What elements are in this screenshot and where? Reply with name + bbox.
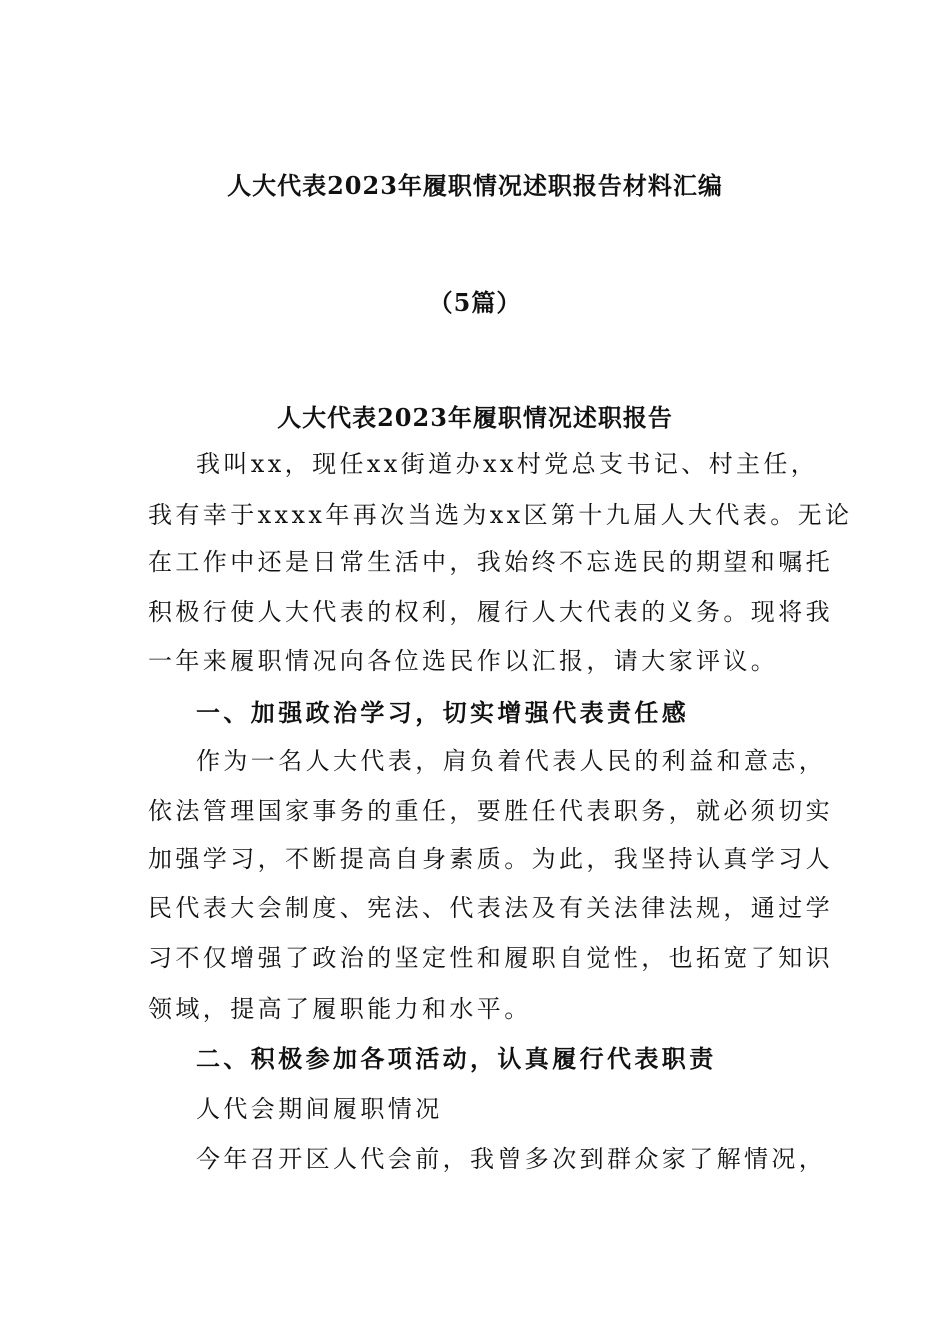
section-heading: 一、加强政治学习，切实增强代表责任感 <box>196 698 690 727</box>
paragraph-line: 我叫xx，现任xx街道办xx村党总支书记、村主任， <box>196 450 819 478</box>
paragraph-line: 加强学习，不断提高自身素质。为此，我坚持认真学习人 <box>148 845 833 873</box>
section-heading: 二、积极参加各项活动，认真履行代表职责 <box>196 1044 717 1073</box>
paragraph-line: 我有幸于xxxx年再次当选为xx区第十九届人大代表。无论 <box>148 501 853 529</box>
paragraph-line: 习不仅增强了政治的坚定性和履职自觉性，也拓宽了知识 <box>148 944 833 972</box>
report-title: 人大代表2023年履职情况述职报告 <box>277 403 673 432</box>
paragraph-line: 作为一名人大代表，肩负着代表人民的利益和意志， <box>196 747 827 775</box>
paragraph-line: 领域，提高了履职能力和水平。 <box>148 995 532 1023</box>
subsection-label: 人代会期间履职情况 <box>196 1095 443 1123</box>
paragraph-line: 依法管理国家事务的重任，要胜任代表职务，就必须切实 <box>148 797 833 825</box>
paragraph-line: 一年来履职情况向各位选民作以汇报，请大家评议。 <box>148 647 779 675</box>
paragraph-line: 今年召开区人代会前，我曾多次到群众家了解情况， <box>196 1145 827 1173</box>
document-subtitle: （5篇） <box>428 288 522 317</box>
paragraph-line: 民代表大会制度、宪法、代表法及有关法律法规，通过学 <box>148 894 833 922</box>
paragraph-line: 在工作中还是日常生活中，我始终不忘选民的期望和嘱托 <box>148 548 833 576</box>
document-title: 人大代表2023年履职情况述职报告材料汇编 <box>227 171 723 200</box>
paragraph-line: 积极行使人大代表的权利，履行人大代表的义务。现将我 <box>148 598 833 626</box>
